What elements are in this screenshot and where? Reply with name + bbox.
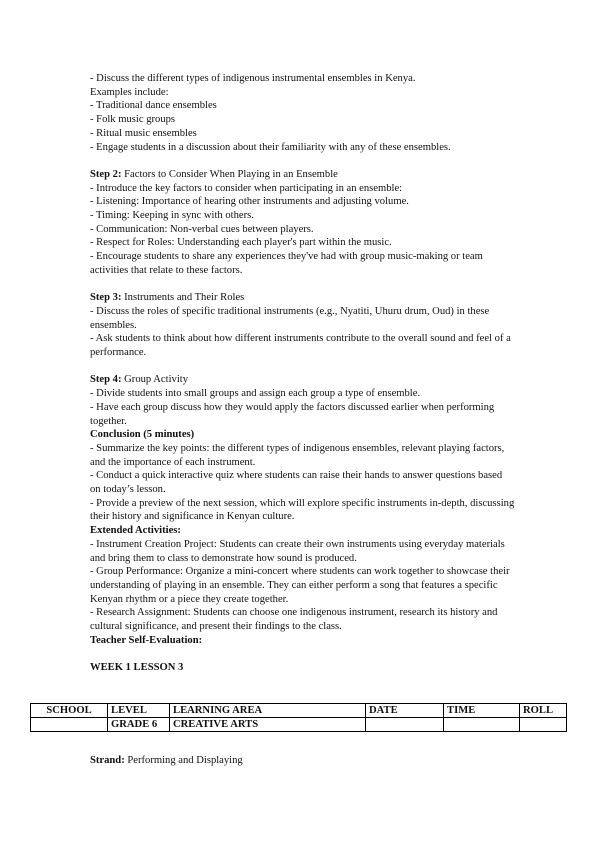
step4-title: Group Activity (121, 374, 189, 386)
intro-line: - Traditional dance ensembles (90, 100, 217, 112)
extended-line: - Research Assignment: Students can choose one indigenous instrument, research its history and cultural significance, and present their findings to the class. (90, 607, 498, 633)
lesson-info-table (30, 703, 567, 732)
intro-line: - Folk music groups (90, 114, 176, 126)
table-header-cell: ROLL (520, 704, 567, 718)
spacer (90, 278, 515, 292)
table-header-cell: DATE (366, 704, 444, 718)
intro-line: - Ritual music ensembles (90, 127, 197, 139)
step3-title: Instruments and Their Roles (121, 292, 245, 304)
conclusion-section (90, 428, 515, 524)
spacer (90, 360, 515, 374)
intro-line: - Discuss the different types of indigenous instrumental ensembles in Kenya. (90, 73, 416, 84)
extended-line: - Group Performance: Organize a mini-concert where students can work together to showcase their understanding of playing in an ensemble. They can either perform a song that features a specific Kenyan rhythm or a piece they create together. (90, 566, 510, 605)
step2-line: - Listening: Importance of hearing other instruments and adjusting volume. (90, 196, 409, 208)
step3-section (90, 291, 515, 360)
step3-heading (90, 291, 515, 305)
step4-section (90, 373, 515, 428)
step3-label: Step 3: (90, 292, 122, 304)
conclusion-heading: Conclusion (5 minutes) (90, 429, 195, 441)
conclusion-line: - Summarize the key points: the different types of indigenous ensembles, relevant playing factors, and the importance of each instrument. (90, 442, 505, 468)
extended-heading: Extended Activities: (90, 525, 181, 537)
table-cell: CREATIVE ARTS (170, 718, 366, 732)
intro-section (90, 72, 515, 154)
conclusion-line: - Provide a preview of the next session, which will explore specific instruments in-depth, discussing their history and significance in Kenyan culture. (90, 497, 515, 523)
step2-section (90, 168, 515, 278)
table-header-row (31, 704, 567, 718)
step3-line: - Discuss the roles of specific traditional instruments (e.g., Nyatiti, Uhuru drum, Oud) in these ensembles. (90, 305, 490, 331)
table-row (31, 718, 567, 732)
step3-line: - Ask students to think about how different instruments contribute to the overall sound and feel of a performance. (90, 333, 511, 359)
lesson-body (90, 72, 515, 675)
table-header-cell: SCHOOL (31, 704, 108, 718)
step2-heading (90, 168, 515, 182)
step2-line: - Introduce the key factors to consider when participating in an ensemble: (90, 182, 403, 194)
teacher-self-evaluation: Teacher Self-Evaluation: (90, 634, 203, 646)
step2-line: - Timing: Keeping in sync with others. (90, 210, 254, 222)
strand-line (90, 754, 243, 768)
spacer (90, 154, 515, 168)
step4-heading (90, 373, 515, 387)
step2-title: Factors to Consider When Playing in an Ensemble (121, 168, 338, 180)
week-lesson-heading: WEEK 1 LESSON 3 (90, 662, 184, 674)
intro-line: - Engage students in a discussion about their familiarity with any of these ensembles. (90, 141, 451, 153)
step4-label: Step 4: (90, 374, 122, 386)
table-header-cell: LEARNING AREA (170, 704, 366, 718)
table-header-cell: TIME (444, 704, 520, 718)
step4-line: - Divide students into small groups and assign each group a type of ensemble. (90, 388, 421, 400)
step2-line: - Respect for Roles: Understanding each player's part within the music. (90, 237, 392, 249)
table-cell (444, 718, 520, 732)
conclusion-line: - Conduct a quick interactive quiz where students can raise their hands to answer questions based on today’s lesson. (90, 470, 503, 496)
table-cell: GRADE 6 (108, 718, 170, 732)
extended-section (90, 524, 515, 634)
step2-label: Step 2: (90, 168, 122, 180)
table-header-cell: LEVEL (108, 704, 170, 718)
step2-line: - Encourage students to share any experiences they've had with group music-making or team activities that relate to these factors. (90, 251, 483, 276)
intro-line: Examples include: (90, 86, 169, 98)
strand-label: Strand: (90, 755, 125, 766)
table-cell (520, 718, 567, 732)
table-cell (31, 718, 108, 732)
spacer (90, 647, 515, 661)
table-cell (366, 718, 444, 732)
step2-line: - Communication: Non-verbal cues between players. (90, 223, 314, 235)
strand-value: Performing and Displaying (124, 755, 243, 766)
extended-line: - Instrument Creation Project: Students can create their own instruments using everyday materials and bring them to class to demonstrate how sound is produced. (90, 538, 505, 564)
step4-line: - Have each group discuss how they would apply the factors discussed earlier when performing together. (90, 401, 495, 427)
